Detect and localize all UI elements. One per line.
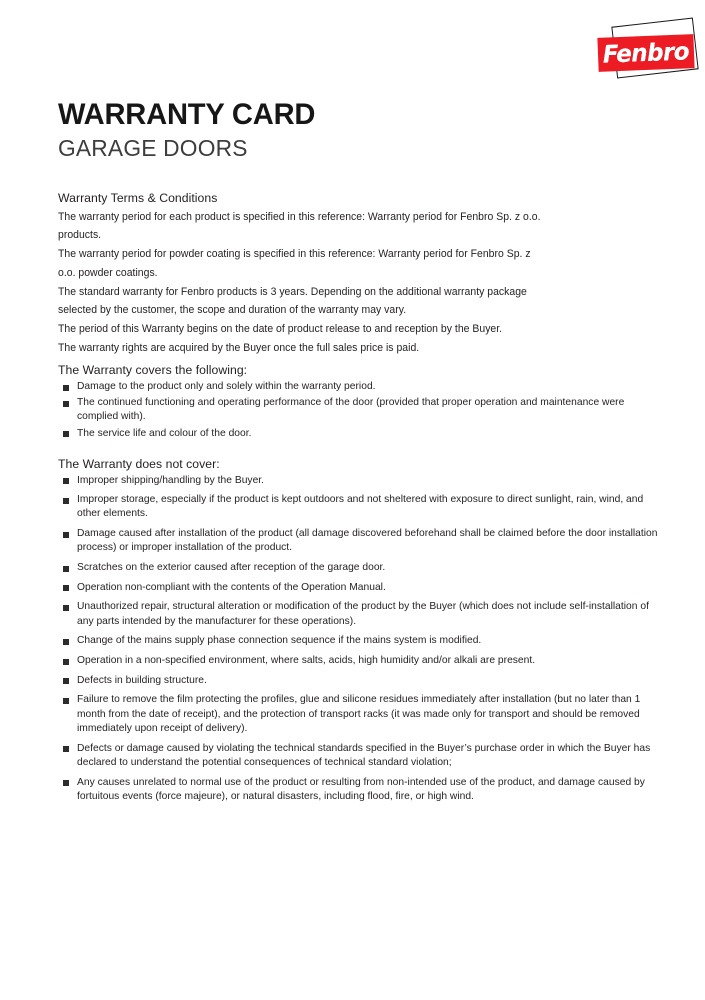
logo-red-plate [597, 34, 694, 72]
terms-line: products. [58, 229, 102, 242]
not-covers-list-item-text: Any causes unrelated to normal use of the product or resulting from non-intended use of the product, and damage caused by fortuitous events (force majeure), or natural disasters, including flood, fire, or high wind. [77, 776, 645, 802]
covers-list-item-text: The continued functioning and operating performance of the door (provided that proper operation and maintenance were complied with). [77, 397, 625, 423]
covers-list-item-text: Damage to the product only and solely within the warranty period. [77, 381, 376, 393]
covers-list [58, 380, 668, 441]
not-covers-list-item [58, 493, 668, 521]
square-bullet-icon [63, 585, 69, 591]
terms-line: The period of this Warranty begins on the date of product release to and reception by the Buyer. [58, 322, 503, 335]
not-covers-list-item [58, 674, 668, 688]
not-covers-list-item [58, 561, 668, 575]
not-covers-list-item-text: Defects in building structure. [77, 674, 207, 686]
not-covers-list-item-text: Damage caused after installation of the product (all damage discovered beforehand shall be claimed before the door installation process) or improper installation of the product. [77, 528, 658, 554]
square-bullet-icon [63, 498, 69, 504]
not-covers-list-item-text: Scratches on the exterior caused after reception of the garage door. [77, 562, 386, 574]
not-covers-heading: The Warranty does not cover: [58, 456, 220, 471]
square-bullet-icon [63, 659, 69, 665]
not-covers-list-item-text: Defects or damage caused by violating the technical standards specified in the Buyer’s purchase order in which the Buyer has declared to understand the potential consequences of technical standard violation; [77, 742, 651, 768]
terms-line: The warranty period for each product is specified in this reference: Warranty period for Fenbro Sp. z o.o. [58, 210, 541, 223]
square-bullet-icon [63, 605, 69, 611]
square-bullet-icon [63, 532, 69, 538]
covers-list-item-text: The service life and colour of the door. [77, 427, 252, 439]
terms-line: o.o. powder coatings. [58, 266, 158, 279]
covers-list-item [58, 380, 668, 394]
terms-line: selected by the customer, the scope and duration of the warranty may vary. [58, 304, 407, 317]
covers-list-item [58, 396, 668, 424]
not-covers-list-item-text: Change of the mains supply phase connection sequence if the mains system is modified. [77, 635, 482, 647]
terms-line: The standard warranty for Fenbro products is 3 years. Depending on the additional warranty package [58, 285, 527, 298]
page-subtitle: GARAGE DOORS [58, 135, 248, 161]
square-bullet-icon [63, 698, 69, 704]
fenbro-logo [592, 18, 705, 82]
covers-list-item [58, 427, 668, 441]
not-covers-list-item [58, 581, 668, 595]
not-covers-list-item [58, 600, 668, 628]
square-bullet-icon [63, 566, 69, 572]
square-bullet-icon [63, 401, 69, 407]
not-covers-list [58, 474, 668, 804]
terms-paragraph [58, 208, 668, 358]
logo-wordmark: Fenbro [602, 37, 690, 69]
terms-line: The warranty period for powder coating is specified in this reference: Warranty period for Fenbro Sp. z [58, 248, 531, 261]
not-covers-list-item-text: Improper storage, especially if the product is kept outdoors and not sheltered with exposure to direct sunlight, rain, wind, and other elements. [77, 494, 644, 520]
square-bullet-icon [63, 746, 69, 752]
square-bullet-icon [63, 678, 69, 684]
not-covers-list-item-text: Operation in a non-specified environment, where salts, acids, high humidity and/or alkali are present. [77, 655, 536, 667]
not-covers-list-item [58, 693, 668, 736]
not-covers-list-item-text: Failure to remove the film protecting the profiles, glue and silicone residues immediately after installation (but no later than 1 month from the date of receipt), and the protection of transport racks (it was made only for transport and should be removed immediately upon receipt of delivery). [77, 694, 641, 734]
not-covers-list-item [58, 474, 668, 488]
not-covers-list-item [58, 527, 668, 555]
covers-heading: The Warranty covers the following: [58, 363, 248, 378]
square-bullet-icon [63, 385, 69, 391]
not-covers-list-item [58, 742, 668, 770]
page-title: WARRANTY CARD [58, 98, 316, 131]
square-bullet-icon [63, 478, 69, 484]
not-covers-list-item-text: Operation non-compliant with the contents of the Operation Manual. [77, 581, 386, 593]
square-bullet-icon [63, 780, 69, 786]
terms-line: The warranty rights are acquired by the Buyer once the full sales price is paid. [58, 341, 420, 354]
square-bullet-icon [63, 431, 69, 437]
not-covers-list-item [58, 776, 668, 804]
not-covers-list-item [58, 654, 668, 668]
document-body [58, 189, 668, 809]
not-covers-list-item-text: Unauthorized repair, structural alteration or modification of the product by the Buyer (which does not include self-installation of any parts intended by the manufacturer for these operations). [77, 601, 649, 627]
not-covers-list-item [58, 634, 668, 648]
square-bullet-icon [63, 639, 69, 645]
terms-heading: Warranty Terms & Conditions [58, 191, 218, 205]
not-covers-list-item-text: Improper shipping/handling by the Buyer. [77, 474, 265, 486]
